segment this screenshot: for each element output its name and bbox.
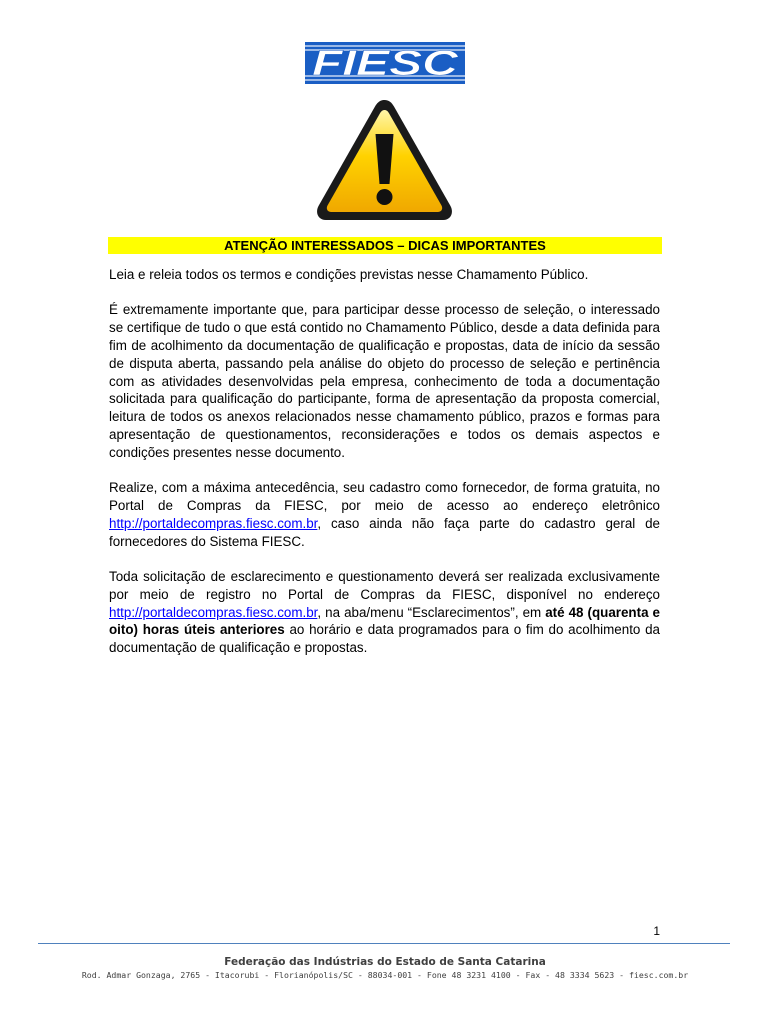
portal-link[interactable]: http://portaldecompras.fiesc.com.br xyxy=(109,515,318,531)
footer-address: Rod. Admar Gonzaga, 2765 - Itacorubi - Florianópolis/SC - 88034-001 - Fone 48 3231 4100 - Fax - 48 3334 5623 - fiesc.com.br xyxy=(81,970,689,980)
paragraph-3-text-end: , caso ainda não faça parte do cadastro geral de fornecedores do Sistema FIESC. xyxy=(109,515,660,549)
warning-triangle-icon xyxy=(313,96,456,226)
attention-banner xyxy=(108,237,662,254)
banner-title: ATENÇÃO INTERESSADOS – DICAS IMPORTANTES xyxy=(224,238,546,253)
paragraph-clarifications xyxy=(109,568,660,657)
paragraph-read-terms xyxy=(109,266,660,284)
paragraph-4-text-middle: , na aba/menu “Esclarecimentos”, em xyxy=(317,604,546,620)
logo-text: FIESC xyxy=(312,44,460,83)
paragraph-4-text-end: ao horário e data programados para o fim do acolhimento da documentação de qualificação e propostas. xyxy=(109,622,661,656)
paragraph-importance xyxy=(109,301,660,461)
paragraph-registration xyxy=(109,479,660,550)
paragraph-4-text-start: Toda solicitação de esclarecimento e questionamento deverá ser realizada exclusivamente por meio de registro no Portal de Compras da FIESC, disponível no endereço xyxy=(109,568,660,602)
paragraph-1-text: Leia e releia todos os termos e condições previstas nesse Chamamento Público. xyxy=(109,267,589,282)
paragraph-3-text-start: Realize, com a máxima antecedência, seu cadastro como fornecedor, de forma gratuita, no Portal de Compras da FIESC, por meio de acesso ao endereço eletrônico xyxy=(109,480,660,513)
document-body xyxy=(109,266,660,675)
page-number: 1 xyxy=(653,924,660,938)
deadline-emphasis: até 48 (quarenta e oito) horas úteis anteriores xyxy=(109,604,660,638)
fiesc-logo xyxy=(305,42,465,84)
footer-divider xyxy=(38,943,730,944)
portal-link-clarifications[interactable]: http://portaldecompras.fiesc.com.br xyxy=(109,604,318,620)
paragraph-2-text: É extremamente importante que, para participar desse processo de seleção, o interessado se certifique de tudo o que está contido no Chamamento Público, desde a data definida para fim de acolhimento da documentação de qualificação e propostas, data de início da sessão de disputa aberta, passando pela análise do objeto do processo de seleção e pertinência com as atividades desenvolvidas pela empresa, conhecimento de toda a documentação solicitada para qualificação do participante, forma de apresentação da proposta comercial, leitura de todos os anexos relacionados nesse chamamento público, prazos e formas para apresentação de questionamentos, reconsiderações e todos os demais aspectos e condições presentes nesse documento. xyxy=(109,302,660,460)
footer-organization: Federação das Indústrias do Estado de Santa Catarina xyxy=(224,956,546,968)
